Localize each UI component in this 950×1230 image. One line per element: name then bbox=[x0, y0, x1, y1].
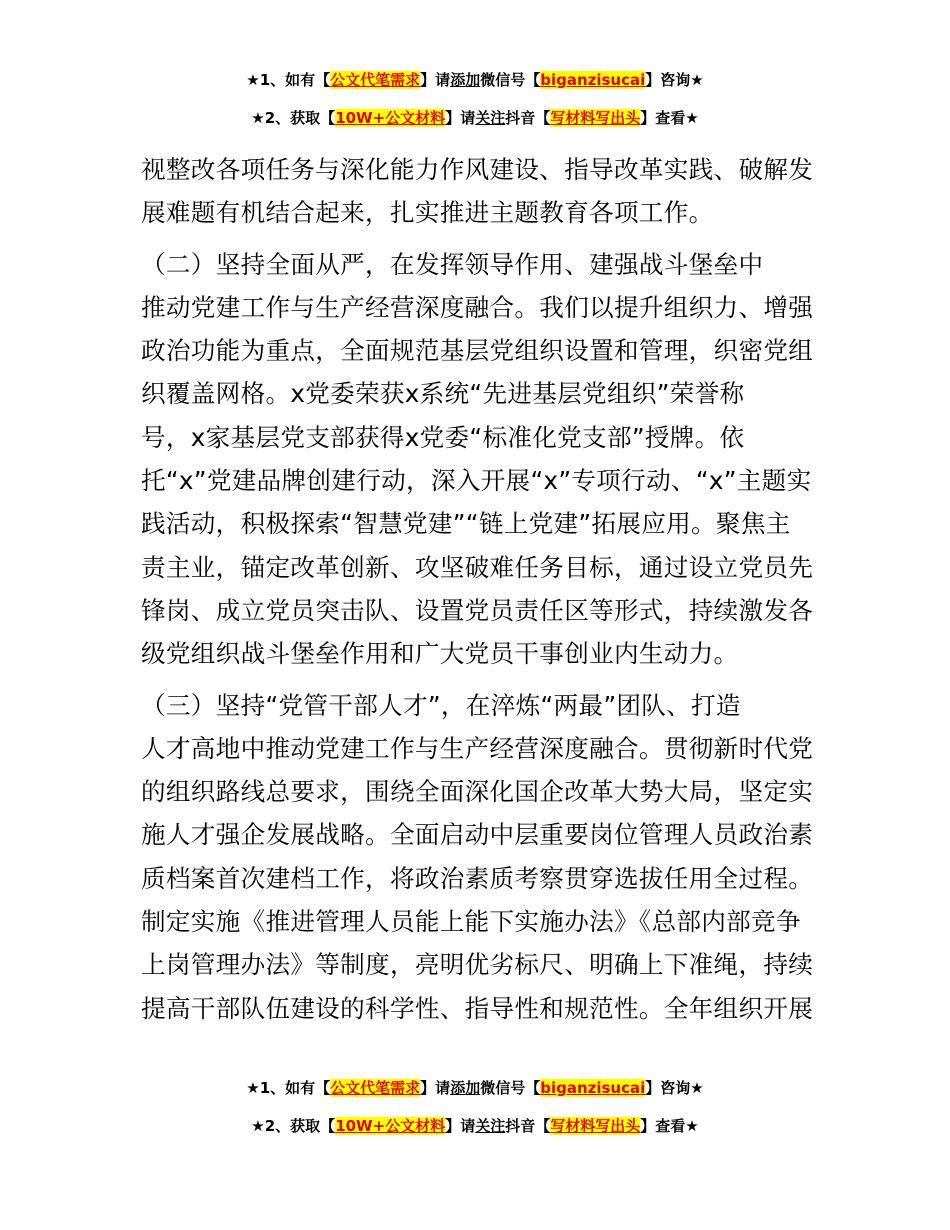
body-line: 制定实施《推进管理人员能上能下实施办法》《总部内部竞争 bbox=[141, 907, 801, 937]
promo-highlight: 公文代笔需求 bbox=[330, 1079, 421, 1097]
body-line: 提高干部队伍建设的科学性、指导性和规范性。全年组织开展 bbox=[141, 993, 814, 1023]
promo-text: ★1、如有【 bbox=[246, 71, 331, 89]
body-line: 织覆盖网格。x党委荣获x系统“先进基层党组织”荣誉称 bbox=[141, 379, 745, 409]
body-line: 施人才强企发展战略。全面启动中层重要岗位管理人员政治素 bbox=[141, 820, 814, 850]
body-line: 政治功能为重点，全面规范基层党组织设置和管理，织密党组 bbox=[141, 336, 814, 366]
header-promo-line-1 bbox=[0, 68, 950, 92]
promo-text: 】咨询★ bbox=[645, 71, 704, 89]
promo-text: 】查看★ bbox=[640, 1117, 699, 1135]
promo-text: 微信号【 bbox=[480, 71, 541, 89]
document-body bbox=[141, 148, 821, 1030]
body-line: 级党组织战斗堡垒作用和广大党员干事创业内生动力。 bbox=[141, 639, 739, 669]
promo-text: 】请 bbox=[445, 1117, 476, 1135]
footer-promo-line-1 bbox=[0, 1076, 950, 1100]
promo-text: 】请 bbox=[420, 1079, 451, 1097]
promo-text: 】请 bbox=[445, 109, 476, 127]
promo-text: ★2、获取【 bbox=[251, 1117, 336, 1135]
body-line: 的组织路线总要求，围绕全面深化国企改革大势大局，坚定实 bbox=[141, 777, 814, 807]
promo-highlight: 10W+公文材料 bbox=[335, 109, 446, 127]
promo-highlight: 10W+公文材料 bbox=[335, 1117, 446, 1135]
body-line: （三）坚持“党管干部人才”，在淬炼“两最”团队、打造 bbox=[141, 690, 741, 720]
header-promo-line-2 bbox=[0, 106, 950, 130]
body-line: 质档案首次建档工作，将政治素质考察贯穿选拔任用全过程。 bbox=[141, 863, 814, 893]
promo-underline: 添加 bbox=[450, 71, 481, 89]
body-line: 展难题有机结合起来，扎实推进主题教育各项工作。 bbox=[141, 198, 714, 228]
body-line: 托“x”党建品牌创建行动，深入开展“x”专项行动、“x”主题实 bbox=[141, 466, 812, 496]
promo-text: 抖音【 bbox=[505, 1117, 551, 1135]
promo-underline: 添加 bbox=[450, 1079, 481, 1097]
promo-underline: 关注 bbox=[475, 1117, 506, 1135]
promo-text: ★1、如有【 bbox=[246, 1079, 331, 1097]
promo-highlight: 写材料写出头 bbox=[550, 1117, 641, 1135]
body-line: （二）坚持全面从严，在发挥领导作用、建强战斗堡垒中 bbox=[141, 249, 764, 279]
body-line: 推动党建工作与生产经营深度融合。我们以提升组织力、增强 bbox=[141, 292, 814, 322]
promo-highlight: biganzisucai bbox=[540, 71, 646, 89]
promo-text: 微信号【 bbox=[480, 1079, 541, 1097]
body-line: 锋岗、成立党员突击队、设置党员责任区等形式，持续激发各 bbox=[141, 595, 814, 625]
body-line: 责主业，锚定改革创新、攻坚破难任务目标，通过设立党员先 bbox=[141, 552, 814, 582]
body-line: 上岗管理办法》等制度，亮明优劣标尺、明确上下准绳，持续 bbox=[141, 950, 814, 980]
promo-underline: 关注 bbox=[475, 109, 506, 127]
promo-highlight: 公文代笔需求 bbox=[330, 71, 421, 89]
footer-promo-line-2 bbox=[0, 1114, 950, 1138]
promo-text: 】咨询★ bbox=[645, 1079, 704, 1097]
promo-text: 抖音【 bbox=[505, 109, 551, 127]
promo-text: 】查看★ bbox=[640, 109, 699, 127]
promo-highlight: biganzisucai bbox=[540, 1079, 646, 1097]
body-line: 号，x家基层党支部获得x党委“标准化党支部”授牌。依 bbox=[141, 422, 745, 452]
body-line: 践活动，积极探索“智慧党建”“链上党建”拓展应用。聚焦主 bbox=[141, 509, 791, 539]
promo-text: 】请 bbox=[420, 71, 451, 89]
body-line: 视整改各项任务与深化能力作风建设、指导改革实践、破解发 bbox=[141, 155, 814, 184]
body-line: 人才高地中推动党建工作与生产经营深度融合。贯彻新时代党 bbox=[141, 733, 814, 763]
promo-highlight: 写材料写出头 bbox=[550, 109, 641, 127]
promo-text: ★2、获取【 bbox=[251, 109, 336, 127]
